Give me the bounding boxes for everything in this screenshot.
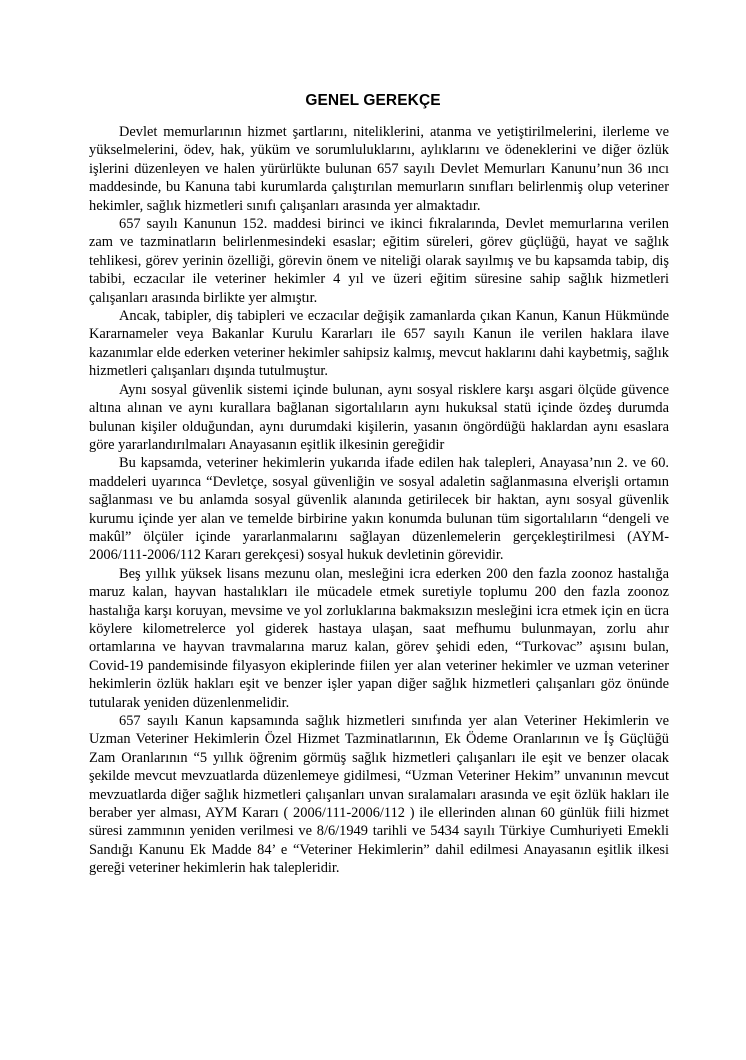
paragraph-veterinary-duties: Beş yıllık yüksek lisans mezunu olan, mesleğini icra ederken 200 den fazla zoonoz hastalığa maruz kalan, hayvan hastalıkları ile mücadele etmek suretiyle toplumu 200 den fazla zoonoz hastalığa karşı koruyan, mevsime ve yol zorluklarına bakmaksızın mesleğini icra etmek için en ücra köylere kilometrelerce yol giderek hastaya ulaşan, saat mefhumu bulunmayan, zorlu ahır ortamlarına ve hayvan travmalarına maruz kalan, görev şehidi eden, “Turkovac” aşısını bulan, Covid-19 pandemisinde filyasyon ekiplerinde fiilen yer alan veteriner hekimler ve uzman veteriner hekimlerin özlük hakları eşit ve benzer işler yapan diğer sağlık hizmetleri çalışanları göz önünde tutularak yeniden düzenlenmelidir.	[89, 565, 669, 711]
paragraph-equality-principle: Aynı sosyal güvenlik sistemi içinde bulunan, aynı sosyal risklere karşı asgari ölçüde güvence altına alınan ve aynı kurallara bağlanan sigortalıların aynı hukuksal statü içinde özdeş durumda bulunan kişiler olduğundan, aynı durumdaki kişilerin, yasanın öngördüğü haklardan aynı esaslara göre yararlandırılmaları Anayasanın eşitlik ilkesinin gereğidir	[89, 381, 669, 453]
paragraph-civil-servants-law: Devlet memurlarının hizmet şartlarını, niteliklerini, atanma ve yetiştirilmelerini, ilerleme ve yükselmelerini, ödev, hak, yüküm ve sorumluluklarını, aylıklarını ve ödeneklerini ve diğer özlük işlerini düzenleyen ve halen yürürlükte bulunan 657 sayılı Devlet Memurları Kanunu’nun 36 ıncı maddesinde, bu Kanuna tabi kurumlarda çalıştırılan memurların sınıfları belirlenmiş olup veteriner hekimler, sağlık hizmetleri sınıfı çalışanları arasında yer almaktadır.	[89, 124, 669, 214]
paragraph-lost-rights: Ancak, tabipler, diş tabipleri ve eczacılar değişik zamanlarda çıkan Kanun, Kanun Hükmünde Kararnameler veya Bakanlar Kurulu Kararları ile 657 sayılı Kanun ile verilen haklara ilave kazanımlar elde ederken veteriner hekimler sahipsiz kalmış, mevcut haklarını dahi kaybetmiş, sağlık hizmetleri çalışanları dışında tutulmuştur.	[89, 308, 669, 380]
paragraph-demands: 657 sayılı Kanun kapsamında sağlık hizmetleri sınıfında yer alan Veteriner Hekimlerin ve Uzman Veteriner Hekimlerin Özel Hizmet Tazminatlarının, Ek Ödeme Oranlarının ve İş Güçlüğü Zam Oranlarının “5 yıllık öğrenim görmüş sağlık hizmetleri çalışanları ile eşit ve benzer olacak şekilde mevcut mevzuatlarda düzenlemeye gidilmesi, “Uzman Veteriner Hekim” unvanının mevcut mevzuatlarda diğer sağlık hizmetleri çalışanları unvan sıralamaları arasında ve eşit özlük hakları ile beraber yer alması, AYM Kararı ( 2006/111-2006/112 ) ile ellerinden alınan 60 günlük fiili hizmet süresi zammının yeniden verilmesi ve 8/6/1949 tarihli ve 5434 sayılı Türkiye Cumhuriyeti Emekli Sandığı Kanunu Ek Madde 84’ e “Veteriner Hekimlerin” dahil edilmesi Anayasanın eşitlik ilkesi gereği veteriner hekimlerin hak talepleridir.	[89, 713, 669, 877]
paragraph-constitution: Bu kapsamda, veteriner hekimlerin yukarıda ifade edilen hak talepleri, Anayasa’nın 2. ve 60. maddeleri uyarınca “Devletçe, sosyal güvenliğin ve sosyal adaletin sağlanmasına elverişli ortamın sağlanması ve bu anlamda sosyal güvenlik alanında getirilecek bir haktan, aynı sosyal güvenlik kurumu içinde yer alan ve temelde birbirine yakın konumda bulunan tüm sigortalıların “dengeli ve makûl” ölçüler içinde yararlanmalarını sağlayan düzenlemelerin gerçekleştirilmesi (AYM- 2006/111-2006/112 Kararı gerekçesi) sosyal hukuk devletinin görevidir.	[89, 455, 669, 564]
paragraph-article-152: 657 sayılı Kanunun 152. maddesi birinci ve ikinci fıkralarında, Devlet memurlarına verilen zam ve tazminatların belirlenmesindeki esaslar; eğitim süreleri, görev güçlüğü, hayat ve sağlık tehlikesi, görev yerinin özelliği, görevin önem ve niteliği olarak sayılmış ve bu kapsamda tabip, diş tabibi, eczacılar ile veteriner hekimler 4 yıl ve üzeri eğitim süresine sahip sağlık hizmetleri çalışanları arasında birlikte yer almıştır.	[89, 216, 669, 306]
document-title: GENEL GEREKÇE	[305, 92, 441, 109]
document-body	[89, 123, 669, 878]
